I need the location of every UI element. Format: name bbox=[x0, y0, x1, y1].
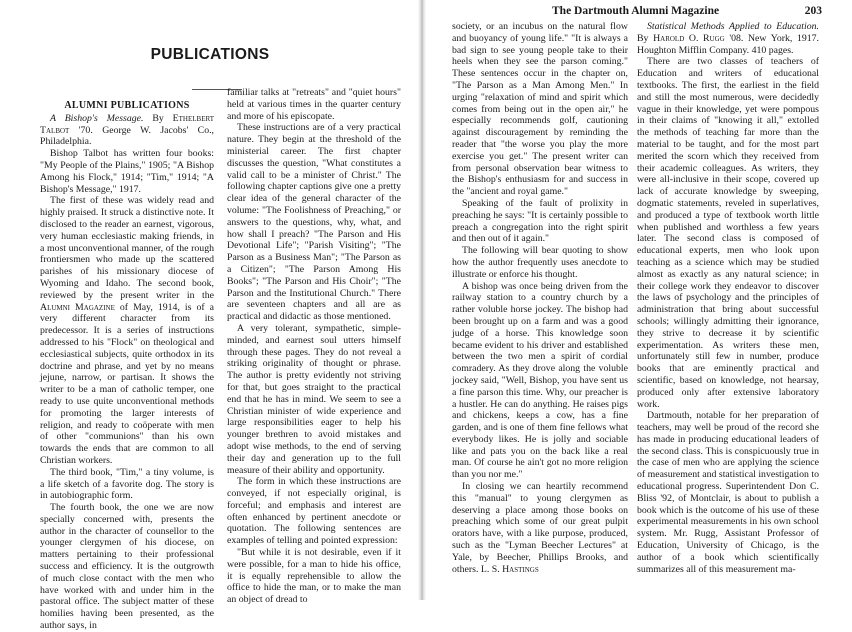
paragraph: The form in which these instructions are conveyed, if not especially original, is forceful; and emphasis and interest are often enhanced by pertinent anecdote or quotation. The following sentences are examples of telling and pointed expression: bbox=[227, 476, 401, 547]
paragraph: Bishop Talbot has written four books: "My People of the Plains," 1905; "A Bishop Among his Flock," 1914; "Tim," 1914; "A Bishop's Message," 1917. bbox=[40, 148, 214, 195]
paragraph: The fourth book, the one we are now specially concerned with, presents the author in the character of counsellor to the younger clergymen of his diocese, on matters pertaining to their professional success and efficiency. It is the outgrowth of much close contact with the men who have worked with and under him in the pastoral office. The subject matter of these homilies having been presented, as the author says, in bbox=[40, 502, 214, 632]
column-1 bbox=[40, 100, 214, 632]
page-number: 203 bbox=[804, 5, 822, 17]
author-name: Harold O. Rugg bbox=[653, 32, 725, 44]
paragraph: The third book, "Tim," a tiny volume, is a life sketch of a favorite dog. The story is in autobiographic form. bbox=[40, 466, 214, 502]
paragraph: There are two classes of teachers of Education and writers of educational textbooks. The first, the earliest in the field and still the most numerous, were decidedly vague in their knowledge, yet were pompous in their claims of "knowing it all," extolled the methods of teaching far more than the material to be taught, and for the most part merited the scorn which they received from their academic colleagues. As writers, they were all-inclusive in their scope, covered up lack of accurate knowledge by sweeping, dogmatic statements, reveled in superlatives, and produced a type of textbook worth little when published and worthless a few years later. The second class is composed of educational experts, men who look upon teaching as a science which may be studied almost as exactly as any natural science; in their college work they endeavor to discover the laws of psychology and the principles of administration that bring about successful schools; willingly admitting their ignorance, they strive to decrease it by scientific experimentation. As writers these men, unfortunately still few in number, produce books that are eminently practical and scientific, based on knowledge, not hearsay, produced only after extensive laboratory work. bbox=[637, 56, 819, 410]
paragraph: Speaking of the fault of prolixity in preaching he says: "It is certainly possible to preach a congregation into the right spirit and then out of it again." bbox=[452, 197, 628, 245]
review-citation bbox=[637, 21, 819, 56]
column-3 bbox=[452, 21, 628, 575]
paragraph: A bishop was once being driven from the railway station to a country church by a rather voluble horse jockey. The bishop had been brought up on a farm and was a good judge of a horse. This knowledge soon became evident to his driver and established between the two men a spirit of cordial comradery. As they drove along the voluble jockey said, "Well, Bishop, you have sent us a fine parson this time. Why, our preacher is a hustler. He can do anything. He raises pigs and chickens, keeps a cow, has a fine garden, and is one of them fine fellows what everybody likes. He is jolly and sociable like and pats you on the back like a real man. Of course he ain't got no more religion than you nor me." bbox=[452, 280, 628, 481]
section-subhead: ALUMNI PUBLICATIONS bbox=[64, 100, 190, 111]
book-gutter bbox=[418, 0, 426, 600]
paragraph: "But while it is not desirable, even if it were possible, for a man to hide his office, it is equally reprehensible to allow the office to hide the man, or to make the man an object of dread to bbox=[227, 547, 401, 606]
paragraph: These instructions are of a very practical nature. They begin at the threshold of the ministerial career. The first chapter discusses the question, "What constitutes a valid call to be a minister of Christ." The following chapter captions give one a pretty clear idea of the general character of the volume: "The Foolishness of Preaching," or answers to the questions, why, what, and how shall I preach? "The Parson and His Devotional Life"; "Parish Visiting"; "The Parson as a Business Man"; "The Parson as a Citizen"; "The Parson Among His Books"; "The Parson and His Choir"; "The Parson and the Institutional Church." There are seventeen chapters and all are as practical and didactic as those mentioned. bbox=[227, 122, 401, 323]
paragraph: society, or an incubus on the natural flow and buoyancy of young life." "It is always a bad sign to see young people take to their heels when they see the parson coming." These sentences occur in the chapter on, "The Parson as a Man Among Men." In urging "relaxation of mind and spirit which comes from being out in the open air," he especially recommends golf, cautioning against discouragement by reminding the reader that "the worse you play the more exercise you get." The present writer can from personal observation bear witness to the Bishop's enthusiasm for and success in the "ancient and royal game." bbox=[452, 21, 628, 198]
citation-rest: '70. George W. Jacobs' Co., Philadelphia. bbox=[40, 124, 214, 148]
paragraph-text: In closing we can heartily recommend this "manual" to young clergymen as deserving a place among those books on preaching which some of our great pulpit orators have, with a like purpose, produced, such as the "Lyman Beecher Lectures" at Yale, by Beecher, Phillips Brooks, and others. bbox=[452, 481, 628, 575]
review-citation bbox=[40, 113, 214, 148]
page-heading: PUBLICATIONS bbox=[150, 46, 270, 63]
running-head-title: The Dartmouth Alumni Magazine bbox=[552, 5, 720, 17]
by-word: By bbox=[637, 32, 649, 44]
paragraph: A very tolerant, sympathetic, simple-minded, and earnest soul utters himself through these pages. They do not reveal a striking originality of thought or phrase. The author is pretty evidently not striving for that, but goes straight to the practical end that he has in mind. We seem to see a Christian minister of wide experience and large responsibilities eager to help his younger brethren to avoid mistakes and adopt wise methods, to the end of serving their day and generation up to the full measure of their ability and opportunity. bbox=[227, 322, 401, 476]
author-name: Ethelbert Talbot bbox=[40, 112, 214, 136]
book-title: Statistical Methods Applied to Education. bbox=[647, 21, 819, 32]
paragraph bbox=[40, 195, 214, 466]
reviewer-signature: L. S. Hastings bbox=[480, 563, 539, 575]
citation-rest: '08. New York, 1917. Houghton Mifflin Company. 410 pages. bbox=[637, 32, 819, 56]
column-4 bbox=[637, 21, 819, 575]
paragraph-text: The first of these was widely read and highly praised. It struck a distinctive note. It disclosed to the reader an earnest, vigorous, very human ecclesiastic making friends, in a most unconventional manner, of the rough frontiersmen who made up the scattered parishes of his missionary diocese of Wyoming and Idaho. The second book, reviewed by the present writer in the bbox=[40, 195, 214, 301]
magazine-name: Alumni Magazine bbox=[40, 301, 115, 313]
paragraph bbox=[452, 481, 628, 575]
paragraph: The following will bear quoting to show how the author frequently uses anecdote to illustrate or enforce his thought. bbox=[452, 245, 628, 280]
paragraph: familiar talks at "retreats" and "quiet hours" held at various times in the quarter century and more of his episcopate. bbox=[227, 87, 401, 122]
paragraph-text: of May, 1914, is of a very different character from its predecessor. It is a series of instructions addressed to his "Flock" on theological and ecclesiastical subjects, quite orthodox in its doctrine and phrase, and yet by no means jejune, narrow, or partisan. It shows the writer to be a man of catholic temper, one ready to use quite unconventional methods for promoting the larger interests of religion, and ready to coöperate with men of other "communions" than his own towards the ends that are common to all Christian workers. bbox=[40, 301, 215, 466]
book-title: A Bishop's Message. bbox=[50, 112, 144, 124]
paragraph: Dartmouth, notable for her preparation of teachers, may well be proud of the record she has made in producing educational leaders of the second class. This is conspicuously true in the case of men who are applying the science of measurement and statistical investigation to educational progress. Superintendent Don C. Bliss '92, of Montclair, is about to publish a book which is the outcome of his use of these experimental measurements in his own school system. Mr. Rugg, Assistant Professor of Education, University of Chicago, is the author of a book which scientifically summarizes all of this measurement ma- bbox=[637, 410, 820, 575]
by-word: By bbox=[152, 112, 164, 124]
column-2 bbox=[227, 87, 401, 606]
